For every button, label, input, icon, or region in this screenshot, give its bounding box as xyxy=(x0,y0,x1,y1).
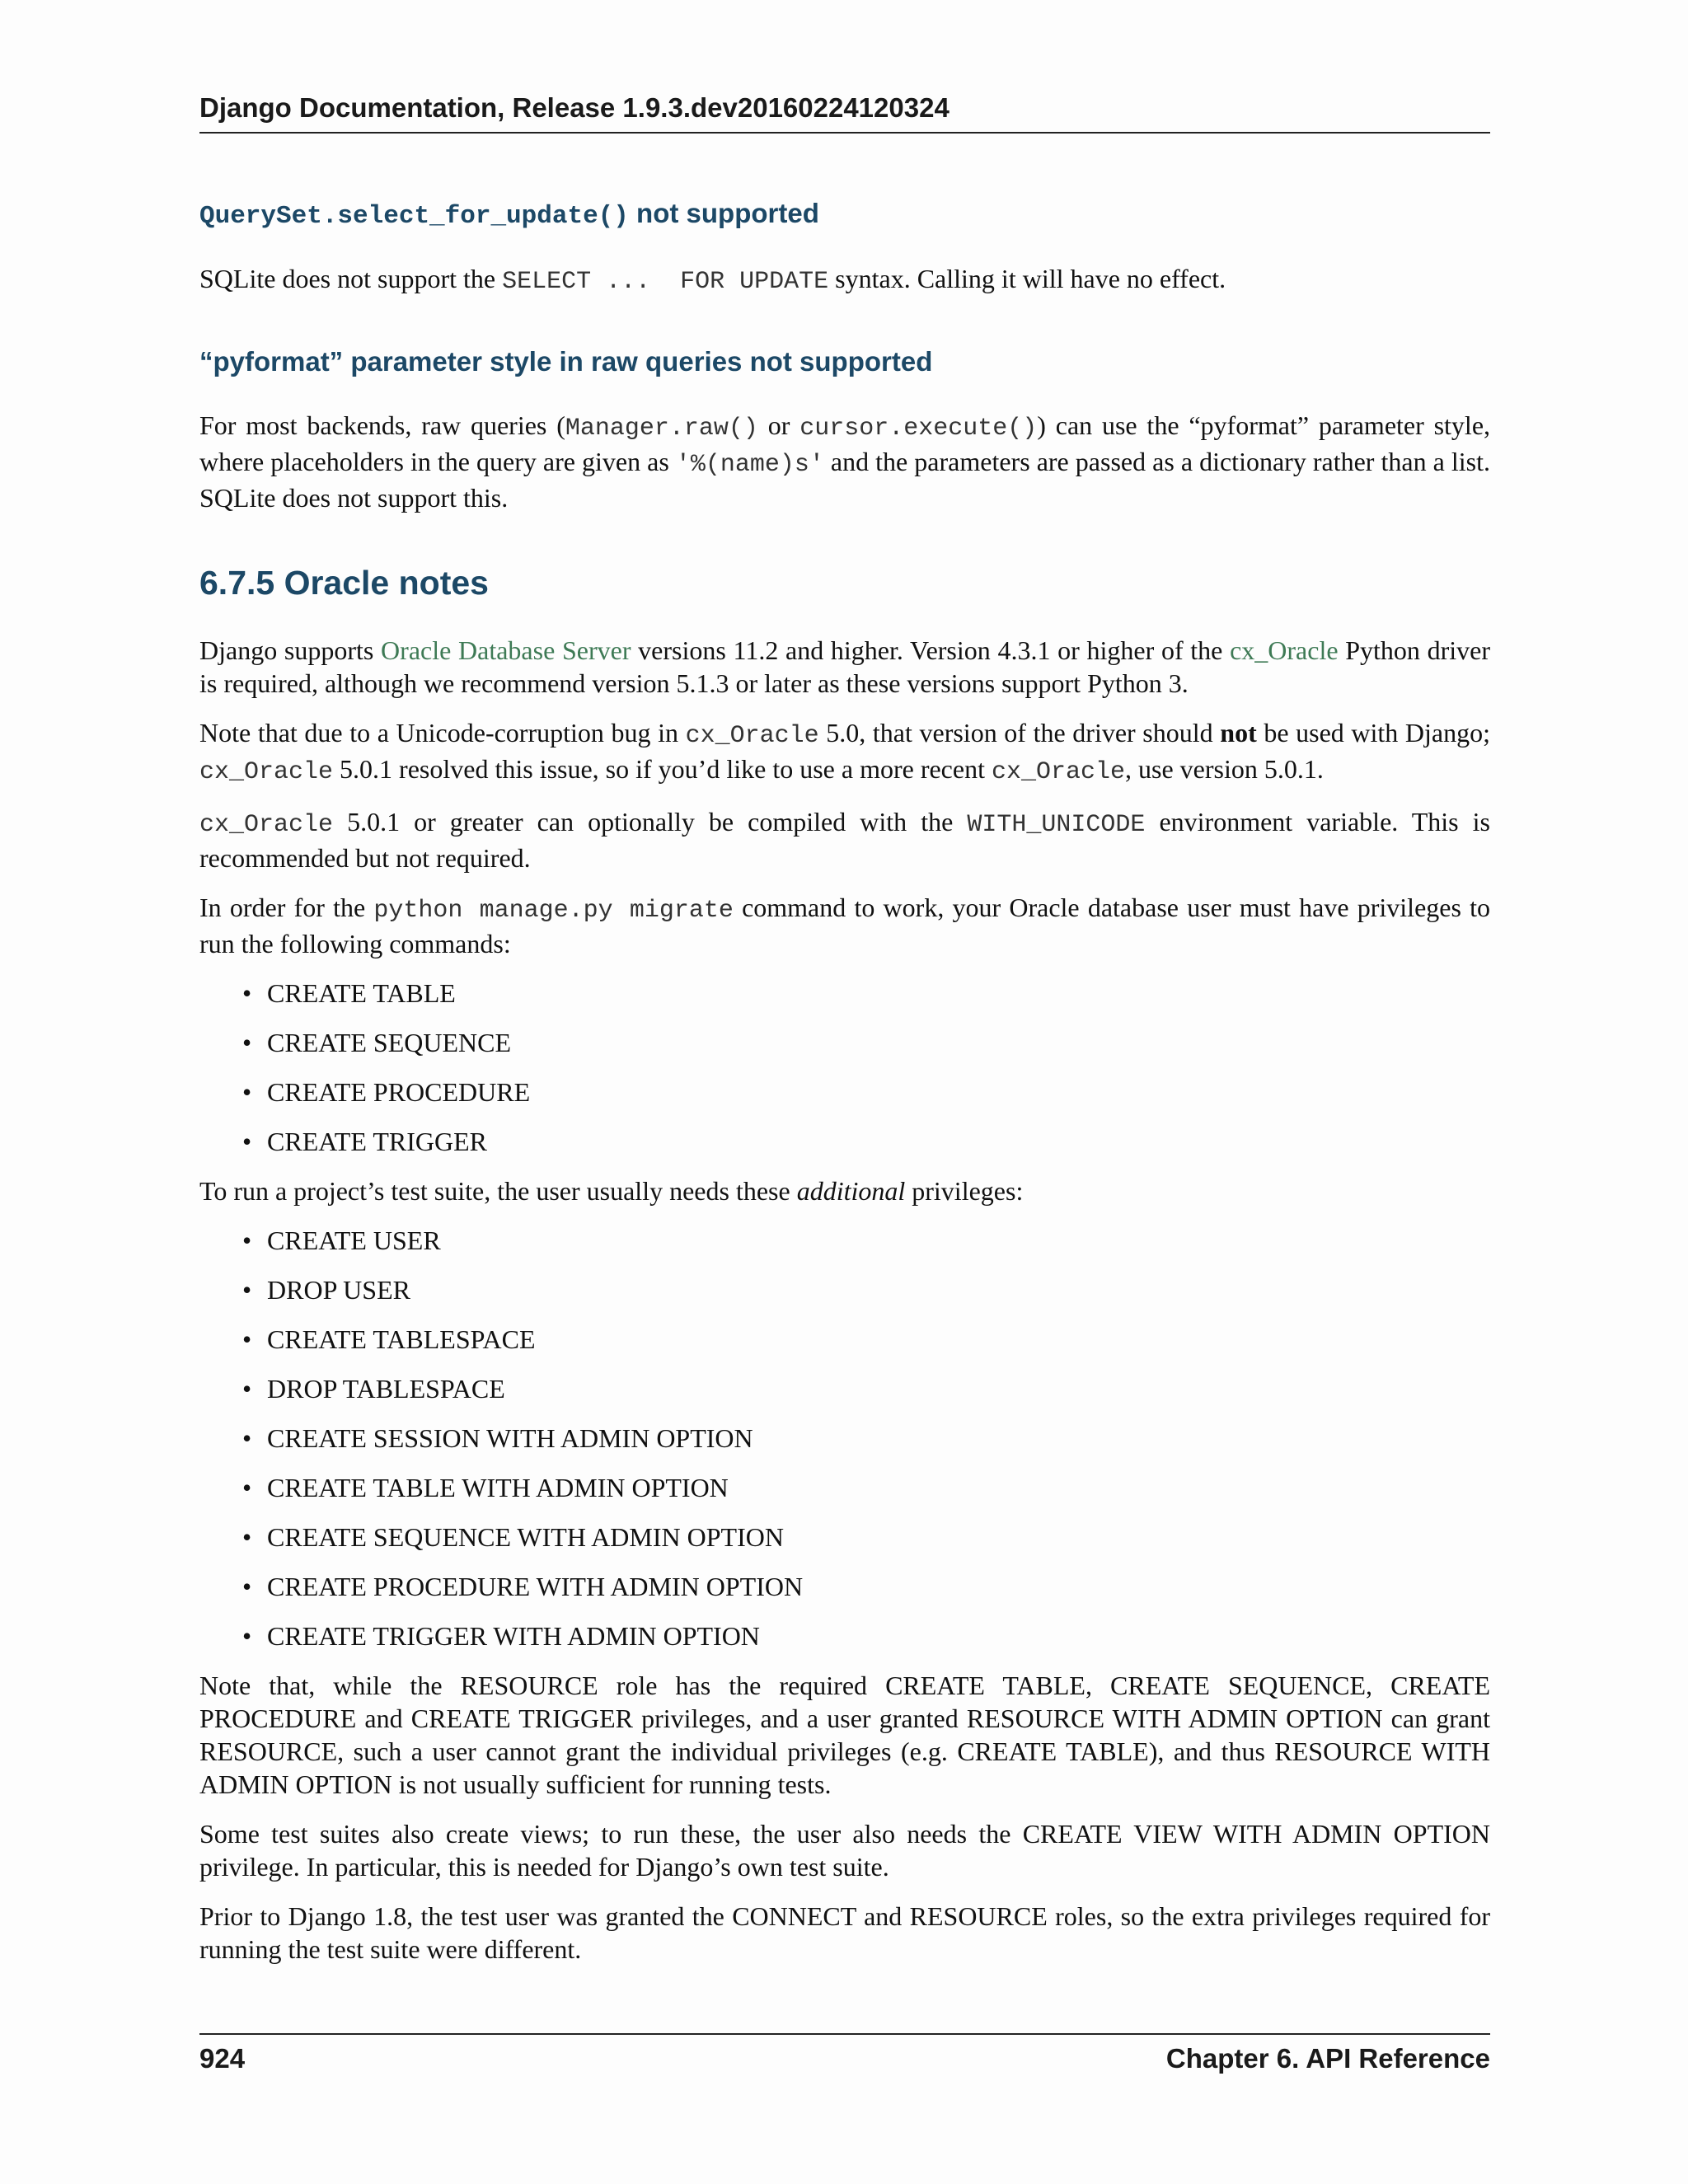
running-header xyxy=(199,92,1490,134)
list-item: • CREATE TABLE xyxy=(267,977,1490,1010)
list-item: • CREATE TRIGGER WITH ADMIN OPTION xyxy=(267,1619,1490,1652)
list-item: • CREATE TABLE WITH ADMIN OPTION xyxy=(267,1471,1490,1504)
select-for-update-heading: QuerySet.select_for_update() not supported xyxy=(199,198,819,231)
header-title: Django Documentation, Release 1.9.3.dev20160224120324 xyxy=(199,92,950,123)
required-privileges-list xyxy=(199,977,1490,1158)
list-item: • CREATE PROCEDURE xyxy=(267,1076,1490,1108)
test-suite-paragraph: To run a project’s test suite, the user usually needs these additional privileges: xyxy=(199,1176,1024,1206)
unicode-bug-paragraph: Note that due to a Unicode-corruption bug in cx_Oracle 5.0, that version of the driver should not be used with Django; cx_Oracle 5.0.1 resolved this issue, so if you’d like to use a more recent cx_Oracle, use version 5.0.1. xyxy=(199,718,1491,786)
cx-oracle-link[interactable]: cx_Oracle xyxy=(1230,635,1339,665)
list-item: • CREATE PROCEDURE WITH ADMIN OPTION xyxy=(267,1570,1490,1603)
resource-role-paragraph: Note that, while the RESOURCE role has the required CREATE TABLE, CREATE SEQUENCE, CREATE PROCEDURE and CREATE TRIGGER privileges, and a user granted RESOURCE WITH ADMIN OPTION can grant RESOURCE, such a user cannot grant the individual privileges (e.g. CREATE TABLE), and thus RESOURCE WITH ADMIN OPTION is not usually sufficient for running tests. xyxy=(199,1671,1490,1799)
chapter-title: Chapter 6. API Reference xyxy=(1165,2043,1490,2074)
list-item: • CREATE TRIGGER xyxy=(267,1125,1490,1158)
page-number: 924 xyxy=(199,2043,246,2074)
migrate-privileges-paragraph: In order for the python manage.py migrate command to work, your Oracle database user must have privileges to run the following commands: xyxy=(199,893,1491,958)
heading-code: QuerySet.select_for_update() xyxy=(199,202,629,231)
oracle-notes-heading: 6.7.5 Oracle notes xyxy=(199,564,489,602)
list-item: • DROP USER xyxy=(267,1273,1490,1306)
list-item: • CREATE TABLESPACE xyxy=(267,1323,1490,1356)
list-item: • CREATE SESSION WITH ADMIN OPTION xyxy=(267,1422,1490,1455)
list-item: • DROP TABLESPACE xyxy=(267,1372,1490,1405)
list-item: • CREATE USER xyxy=(267,1224,1490,1257)
with-unicode-paragraph: cx_Oracle 5.0.1 or greater can optionally be compiled with the WITH_UNICODE environment variable. This is recommended but not required. xyxy=(199,807,1491,873)
pyformat-paragraph: For most backends, raw queries (Manager.raw() or cursor.execute()) can use the “pyformat” parameter style, where placeholders in the query are given as '%(name)s' and the parameters are passed as a dictionary rather than a list. SQLite does not support this. xyxy=(199,410,1491,513)
list-item: • CREATE SEQUENCE WITH ADMIN OPTION xyxy=(267,1521,1490,1554)
prior-django-paragraph: Prior to Django 1.8, the test user was granted the CONNECT and RESOURCE roles, so the extra privileges required for running the test suite were different. xyxy=(199,1901,1490,1964)
running-footer xyxy=(199,2033,1490,2074)
list-item: • CREATE SEQUENCE xyxy=(267,1026,1490,1059)
select-for-update-paragraph: SQLite does not support the SELECT ... FOR UPDATE syntax. Calling it will have no effect. xyxy=(199,264,1226,296)
additional-privileges-list xyxy=(199,1224,1490,1652)
oracle-support-paragraph: Django supports Oracle Database Server versions 11.2 and higher. Version 4.3.1 or higher of the cx_Oracle Python driver is required, although we recommend version 5.1.3 or later as these versions support Python 3. xyxy=(199,635,1491,698)
page-content xyxy=(199,198,1490,1982)
create-view-paragraph: Some test suites also create views; to run these, the user also needs the CREATE VIEW WITH ADMIN OPTION privilege. In particular, this is needed for Django’s own test suite. xyxy=(199,1819,1490,1882)
pyformat-heading: “pyformat” parameter style in raw queries not supported xyxy=(199,346,933,377)
oracle-database-link[interactable]: Oracle Database Server xyxy=(381,635,631,665)
